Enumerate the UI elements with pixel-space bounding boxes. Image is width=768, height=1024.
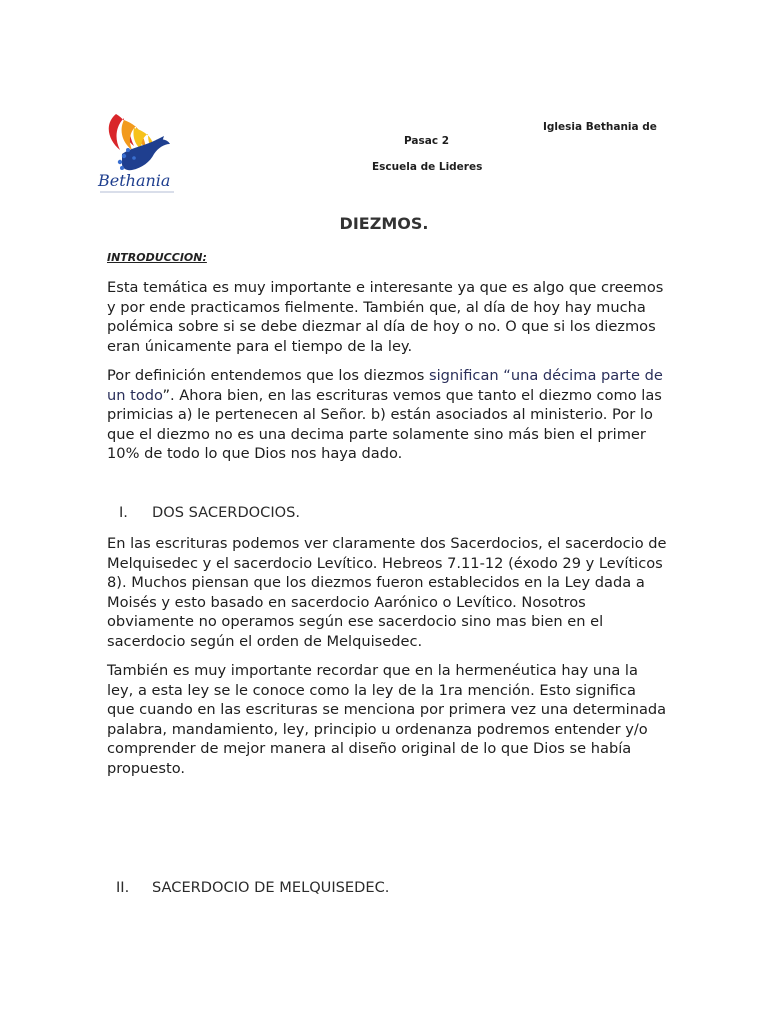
definition-text-start: Por definición entendemos que los diezmos — [107, 367, 429, 384]
first-mention-paragraph: También es muy importante recordar que en la hermenéutica hay una la ley, a esta ley se le conoce como la ley de la 1ra mención. Esto significa que cuando en las escrituras se menciona por primera vez una determinada palabra, mandamiento, ley, principio u ordenanza podremos entender y/o comprender de mejor manera al diseño original de lo que Dios se había propuesto. — [107, 662, 667, 777]
bethania-logo — [94, 110, 180, 198]
definition-paragraph — [107, 366, 667, 464]
intro-heading: INTRODUCCION: — [107, 251, 207, 264]
bethania-logo-graphic — [94, 110, 180, 198]
priesthoods-paragraph: En las escrituras podemos ver claramente dos Sacerdocios, el sacerdocio de Melquisedec y el sacerdocio Levítico. Hebreos 7.11-12 (éxodo 29 y Levíticos 8). Muchos piensan que los diezmos fueron establecidos en la Ley dada a Moisés y esto basado en sacerdocio Aarónico o Levítico. Nosotros obviamente no operamos según ese sacerdocio sino mas bien en el sacerdocio según el orden de Melquisedec. — [107, 535, 667, 650]
section-1-heading: DOS SACERDOCIOS. — [152, 504, 301, 521]
section-2-heading: SACERDOCIO DE MELQUISEDEC. — [152, 879, 390, 896]
definition-text-end: ”. Ahora bien, en las escrituras vemos que tanto el diezmo como las primicias a) le pertenecen al Señor. b) están asociados al ministerio. Por lo que el diezmo no es una decima parte solamente sino más bien el primer 10% de todo lo que Dios nos haya dado. — [107, 386, 662, 463]
section-1-number: I. — [119, 504, 128, 521]
logo-wordmark: Bethania — [98, 171, 171, 190]
church-location: Pasac 2 — [404, 135, 450, 147]
intro-paragraph: Esta temática es muy importante e interesante ya que es algo que creemos y por ende practicamos fielmente. También que, al día de hoy hay mucha polémica sobre si se debe diezmar al día de hoy o no. O que si los diezmos eran únicamente para el tiempo de la ley. — [107, 279, 664, 355]
definition-quote: significan “una décima parte de un todo — [107, 367, 663, 404]
section-2-number: II. — [116, 879, 130, 896]
document-title: DIEZMOS. — [339, 214, 429, 233]
school-name: Escuela de Lideres — [372, 161, 483, 173]
church-name: Iglesia Bethania de — [543, 121, 657, 133]
